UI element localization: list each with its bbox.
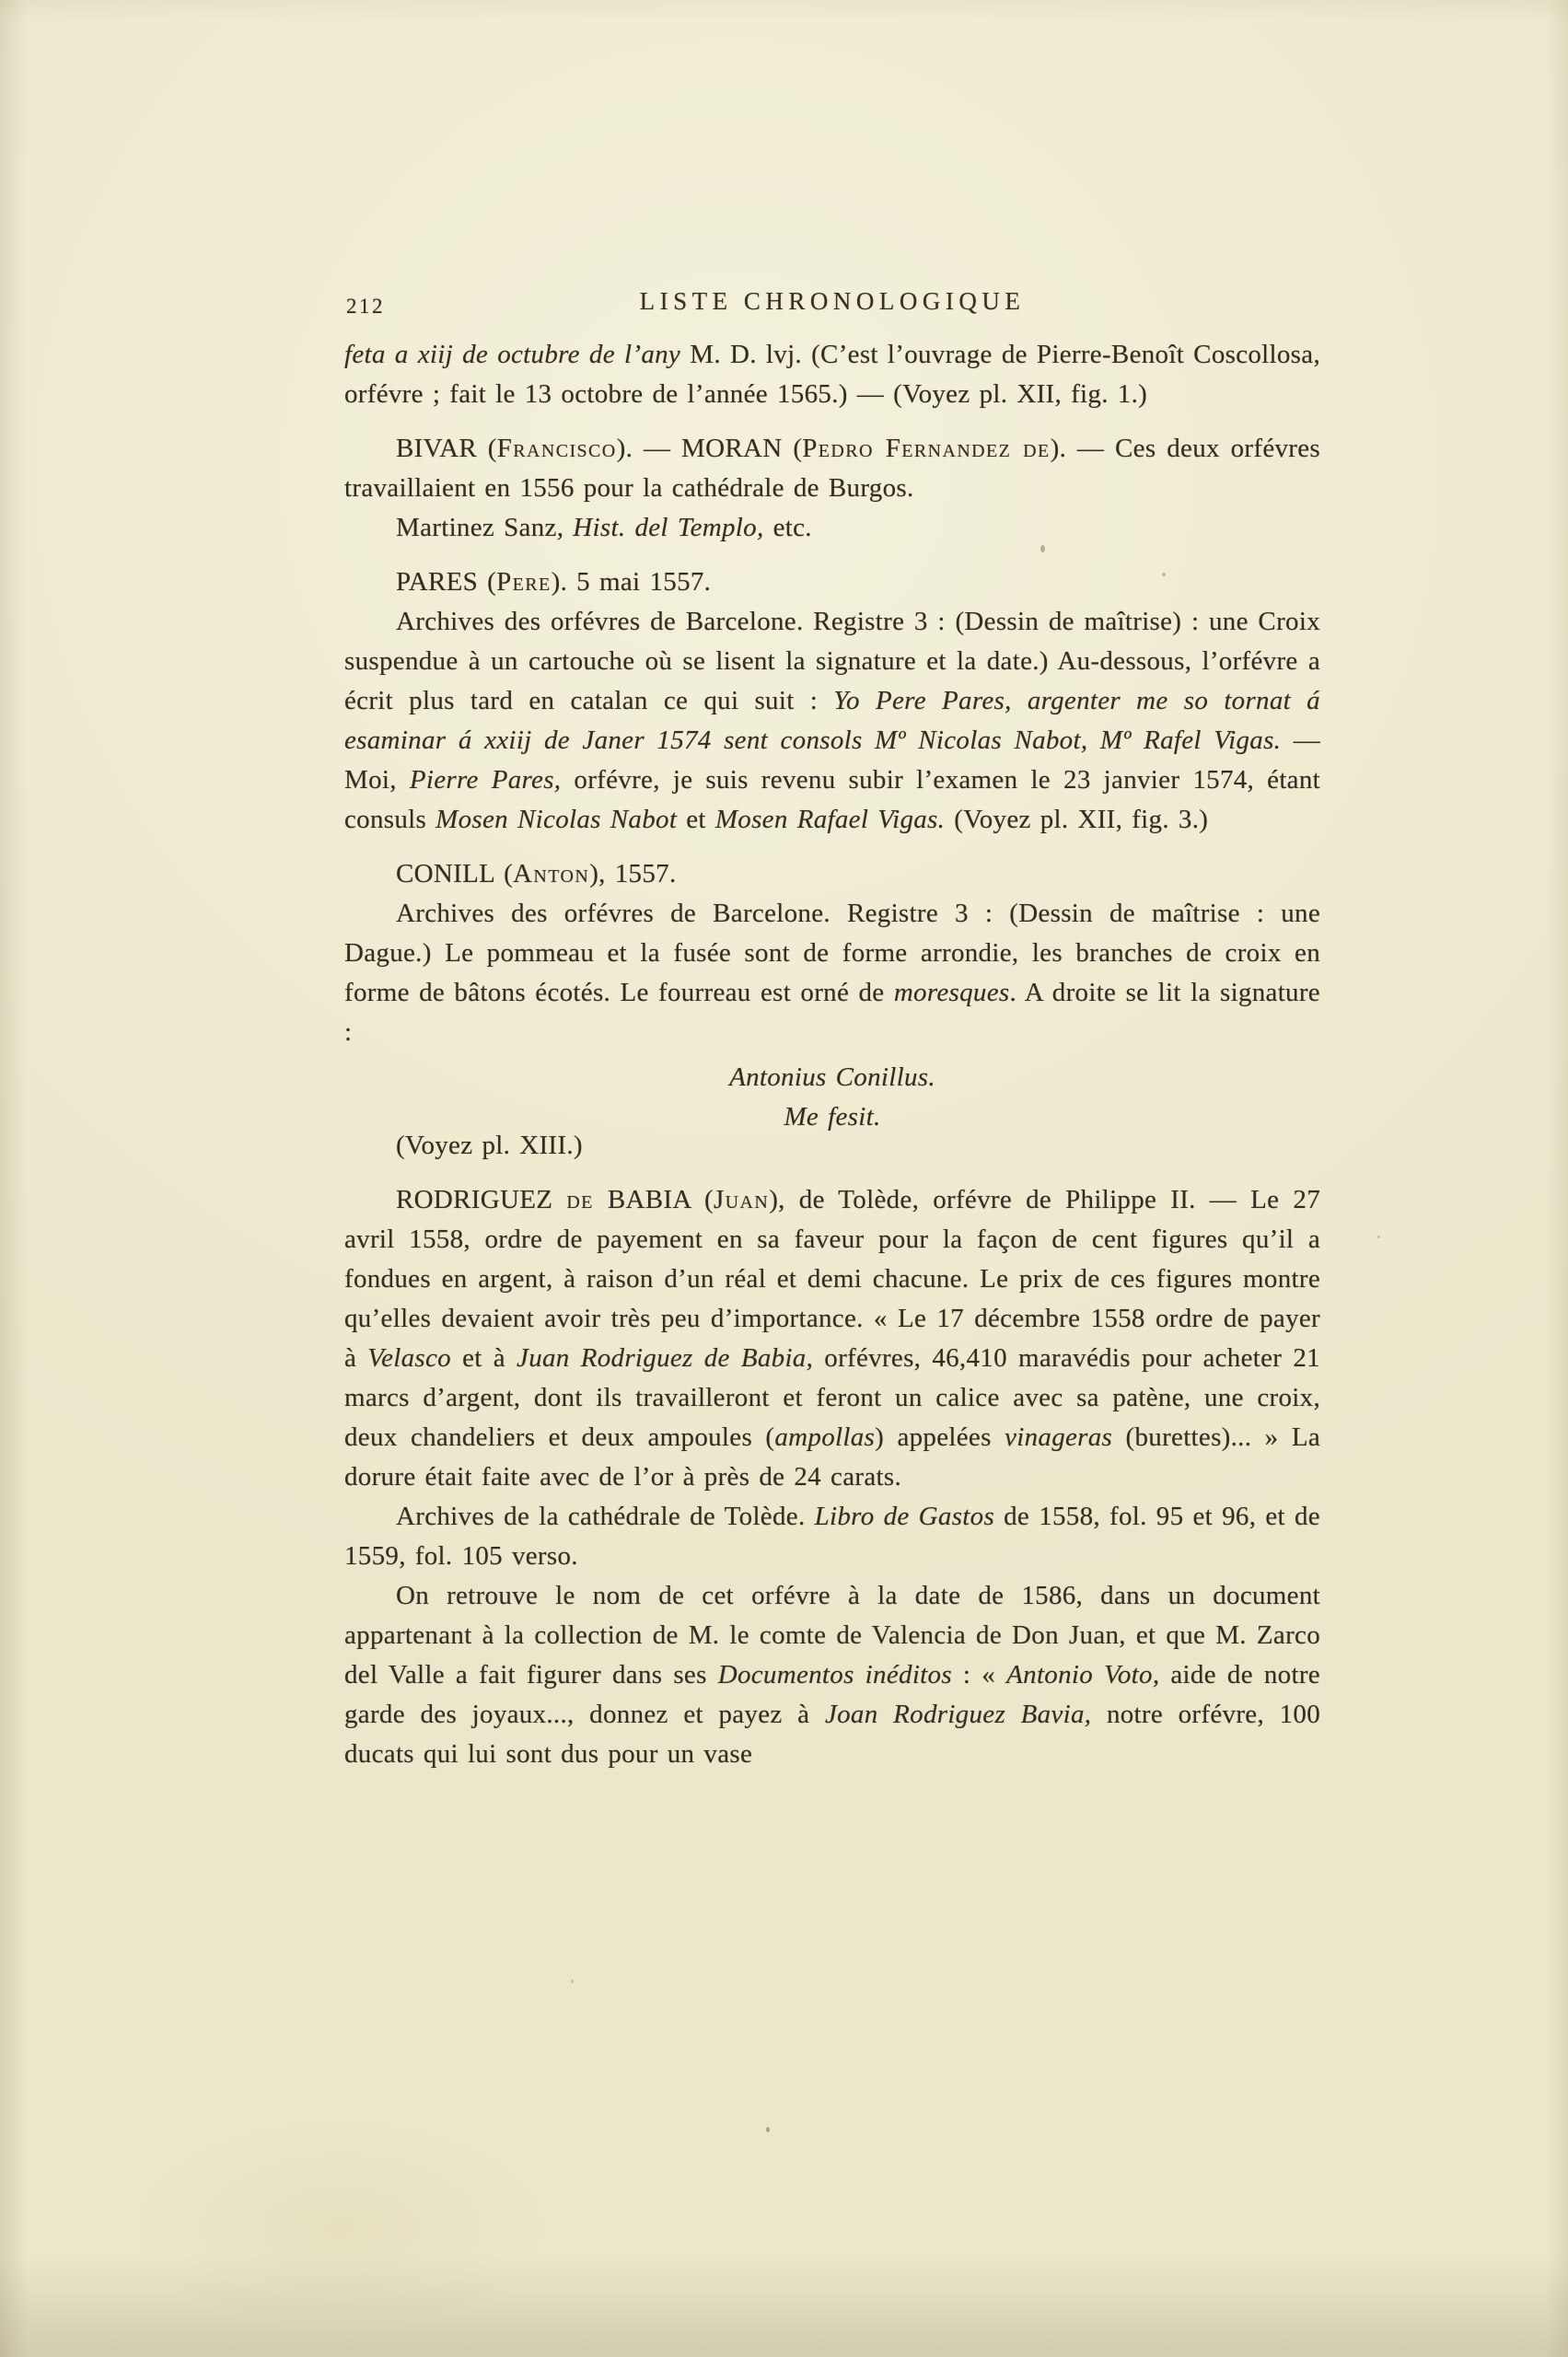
text-segment: Me fesit. [784,1102,881,1132]
text-segment: BABIA ( [593,1185,714,1214]
text-segment: de [566,1185,594,1214]
text-segment: Velasco [367,1343,451,1373]
text-segment: M. D. lvj. (C’est l’ouvrage de Pierre-Benoît Coscollosa, orfévre ; fait le 13 octobre de l’année 1565.) — (Voyez pl. XII, fig. 1.) [344,340,1320,409]
text-segment: On retrouve le nom de cet orfévre à la date de 1586, dans un document appartenant à la collection de M. le comte de Valencia de Don Juan, et que M. Zarco del Valle a fait figurer dans ses [344,1581,1320,1689]
text-segment: Martinez Sanz, [396,513,574,542]
text-segment: RODRIGUEZ [396,1185,567,1214]
scan-speck [1040,545,1045,552]
para-conill-body [344,894,1320,1052]
scan-speck [1162,573,1166,576]
text-segment: Pere [496,567,552,597]
text-segment: et à [450,1343,517,1373]
para-conill-heading [344,854,1320,894]
text-segment: ampollas [774,1422,876,1452]
text-segment: CONILL ( [396,859,514,888]
text-segment: Juan [714,1185,770,1214]
text-segment: Archives de la cathédrale de Tolède. [396,1502,815,1531]
para-on-retrouve [344,1576,1320,1774]
text-segment: Documentos inéditos [717,1660,952,1689]
para-rodriguez-de-babia [344,1180,1320,1497]
text-segment: feta a xiij de octubre de l’any [344,340,691,369]
text-segment: et [677,805,715,834]
text-segment: Archives des orfévres de Barcelone. Registre 3 : (Dessin de maîtrise) : une Croix suspendue à un cartouche où se lisent la signature et la date.) Au-dessous, l’orfévre a écrit plus tard en catalan ce qui suit : [344,607,1320,715]
text-segment: orfévres, 46,410 maravédis pour acheter 21 marcs d’argent, dont ils travailleront et feront un calice avec sa patène, une croix, deux chandeliers et deux ampoules ( [344,1343,1320,1452]
text-segment: — Moi, [344,726,1320,795]
page-header [344,276,1320,320]
text-body [344,335,1320,1774]
paper-stain [129,2118,552,2339]
text-segment: Yo Pere Pares, argenter me so tornat á esaminar á xxiij de Janer 1574 sent consols Mº Nicolas Nabot, Mº Rafel Vigas. [344,686,1320,755]
text-segment: Mosen Rafael Vigas. [714,805,946,834]
para-pares-heading [344,563,1320,602]
page-content [344,276,1320,1774]
para-pares-body [344,602,1320,840]
text-segment: (Voyez pl. XII, fig. 3.) [945,805,1209,834]
para-martinez-sanz [344,508,1320,548]
text-segment: Mosen Nicolas Nabot [436,805,678,834]
text-segment: moresques [893,978,1010,1007]
text-segment: Hist. del Templo, [573,513,764,542]
text-segment: PARES ( [396,567,497,597]
text-segment: orfévre, je suis revenu subir l’examen le 23 janvier 1574, étant consuls [344,765,1321,834]
scan-speck [571,1980,574,1983]
para-coscollosa-continuation [344,335,1320,414]
text-segment: ), 1557. [589,859,677,888]
text-segment: ) appelées [875,1422,1005,1452]
para-archives-tolede [344,1497,1320,1576]
text-segment: vinageras [1005,1422,1113,1452]
text-segment: Libro de Gastos [814,1502,995,1531]
scan-speck [766,2127,770,2132]
text-segment: ). — Ces deux orfévres travaillaient en 1556 pour la cathédrale de Burgos. [344,434,1321,503]
text-segment: : « [951,1660,1007,1689]
text-segment: ). — MORAN ( [616,434,803,463]
text-segment: Pedro Fernandez de [802,434,1051,463]
text-segment: ). 5 mai 1557. [551,567,712,597]
text-segment: Antonius Conillus. [729,1062,935,1092]
para-bivar-moran [344,429,1320,508]
text-segment: (burettes)... » La dorure était faite avec de l’or à près de 24 carats. [344,1422,1321,1492]
text-segment: Archives des orfévres de Barcelone. Registre 3 : (Dessin de maîtrise : une Dague.) Le pommeau et la fusée sont de forme arrondie, les branches de croix en forme de bâtons écotés. Le fourreau est orné de [344,899,1320,1007]
text-segment: BIVAR ( [396,434,497,463]
text-segment: (Voyez pl. XIII.) [396,1131,583,1160]
text-segment: Joan Rodriguez Bavia, [824,1700,1092,1729]
running-title: LISTE CHRONOLOGIQUE [639,287,1026,315]
text-segment: aide de notre garde des joyaux..., donnez et payez à [344,1660,1320,1729]
page-number: 212 [346,295,385,318]
signature-line-1 [344,1058,1320,1097]
text-segment: . A droite se lit la signature : [344,978,1320,1047]
text-segment: de 1558, fol. 95 et 96, et de 1559, fol. 105 verso. [344,1502,1320,1571]
text-segment: notre orfévre, 100 ducats qui lui sont dus pour un vase [344,1700,1320,1769]
text-segment: Anton [513,859,590,888]
text-segment: Antonio Voto, [1006,1660,1160,1689]
text-segment: ), de Tolède, orfévre de Philippe II. — Le 27 avril 1558, ordre de payement en sa faveur pour la façon de cent figures qu’il a fondues en argent, à raison d’un réal et demi chacune. Le prix de ces figures montre qu’elles devaient avoir très peu d’importance. « Le 17 décembre 1558 ordre de payer à [344,1185,1320,1373]
text-segment: Francisco [496,434,617,463]
text-segment: Juan Rodriguez de Babia, [517,1343,814,1373]
text-segment: etc. [763,513,812,542]
text-segment: Pierre Pares, [409,765,562,795]
scan-speck [1377,1236,1380,1238]
